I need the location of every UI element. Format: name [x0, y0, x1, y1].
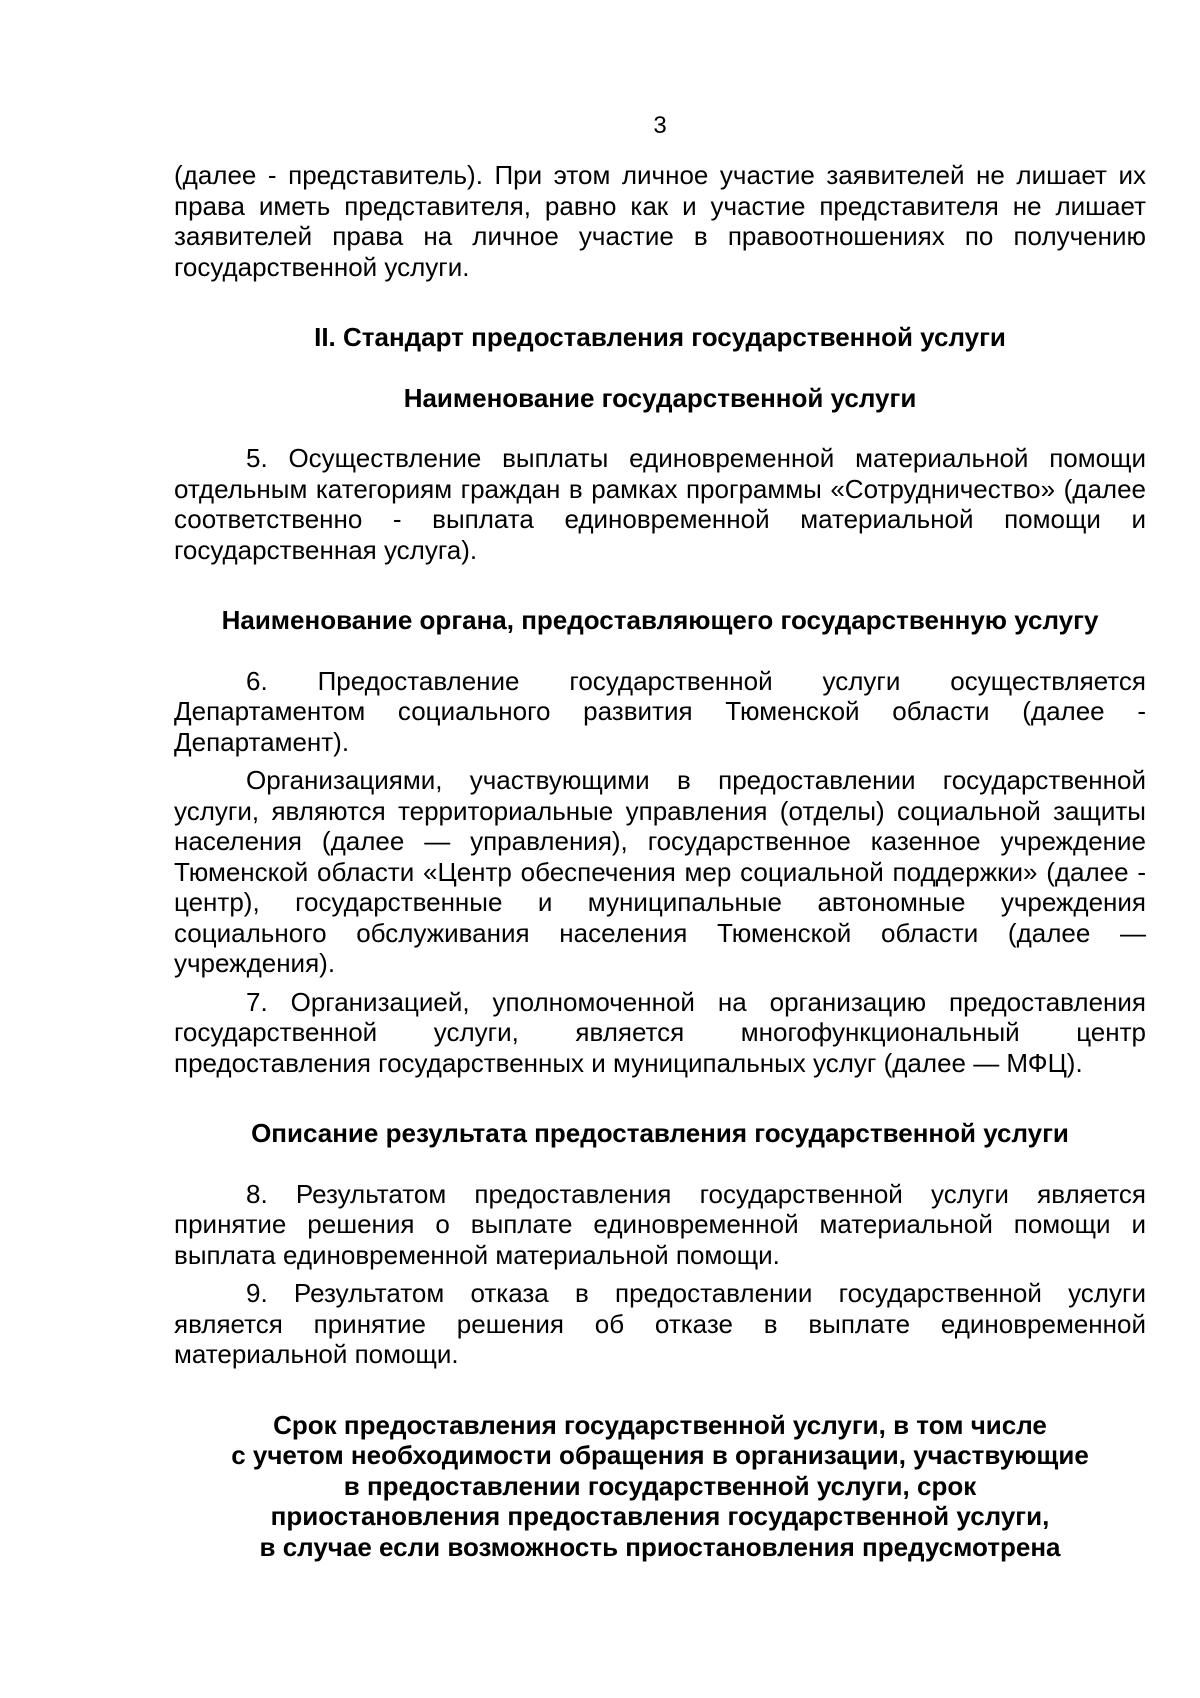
- paragraph-6-organizations: Организациями, участвующими в предоставлении государственной услуги, являются территориальные управления (отделы) социальной защиты населения (далее — управления), государственное казенное учреждение Тюменской области «Центр обеспечения мер социальной поддержки» (далее - центр), государственные и муниципальные автономные учреждения социального обслуживания населения Тюменской области (далее — учреждения).: [174, 765, 1146, 978]
- heading-term-line-3: в предоставлении государственной услуги, срок: [343, 1470, 977, 1501]
- paragraph-6: 6. Предоставление государственной услуги осуществляется Департаментом социального развития Тюменской области (далее - Департамент).: [174, 665, 1146, 757]
- paragraph-7: 7. Организацией, уполномоченной на организацию предоставления государственной услуги, является многофункциональный центр предоставления государственных и муниципальных услуг (далее — МФЦ).: [174, 986, 1146, 1078]
- heading-term-line-5: в случае если возможность приостановления предусмотрена: [259, 1531, 1061, 1562]
- heading-authority-name: Наименование органа, предоставляющего государственную услугу: [221, 605, 1099, 635]
- heading-term-line-1: Срок предоставления государственной услуги, в том числе: [273, 1409, 1047, 1440]
- heading-term-line-2: с учетом необходимости обращения в организации, участвующие: [231, 1440, 1089, 1470]
- heading-service-name: Наименование государственной услуги: [403, 382, 917, 413]
- section-heading-standard: II. Стандарт предоставления государственной услуги: [314, 322, 1006, 352]
- paragraph-5: 5. Осуществление выплаты единовременной материальной помощи отдельным категориям граждан в рамках программы «Сотрудничество» (далее соответственно - выплата единовременной материальной помощи и государственная услуга).: [174, 443, 1146, 565]
- page-number: 3: [653, 112, 667, 139]
- paragraph-9: 9. Результатом отказа в предоставлении государственной услуги является принятие решения об отказе в выплате единовременной материальной помощи.: [174, 1278, 1146, 1369]
- heading-term-line-4: приостановления предоставления государственной услуги,: [270, 1501, 1050, 1531]
- paragraph-8: 8. Результатом предоставления государственной услуги является принятие решения о выплате единовременной материальной помощи и выплата единовременной материальной помощи.: [174, 1178, 1146, 1270]
- paragraph-representative: (далее - представитель). При этом личное участие заявителей не лишает их права иметь представителя, равно как и участие представителя не лишает заявителей права на личное участие в правоотношениях по получению государственной услуги.: [174, 160, 1146, 282]
- document-page: [174, 110, 1146, 1562]
- heading-result-description: Описание результата предоставления государственной услуги: [251, 1118, 1069, 1148]
